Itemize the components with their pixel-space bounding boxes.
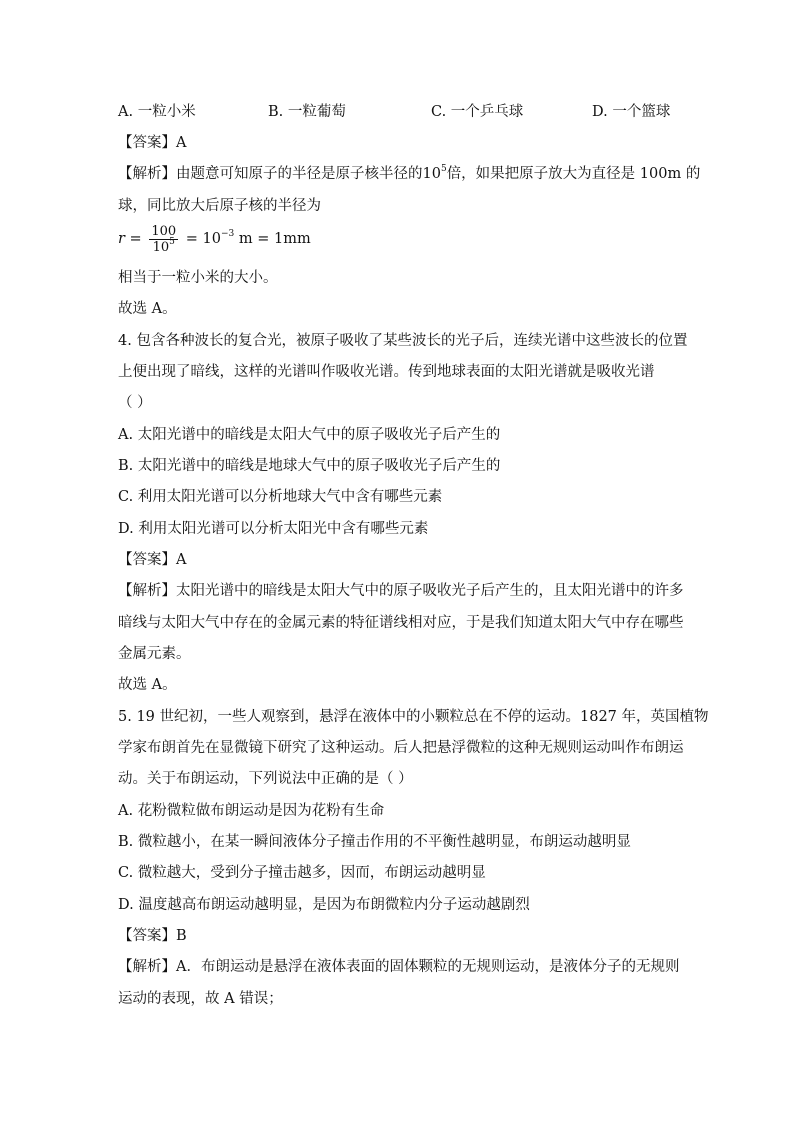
q3-answer: 【答案】A bbox=[118, 135, 187, 151]
q5-analysis-line-2: 运动的表现，故 A 错误； bbox=[118, 991, 283, 1007]
q5-option-c: C. 微粒越大，受到分子撞击越多，因而，布朗运动越明显 bbox=[118, 865, 486, 881]
q4-analysis-line-2: 暗线与太阳大气中存在的金属元素的特征谱线相对应，于是我们知道太阳大气中存在哪些 bbox=[118, 615, 684, 631]
q4-option-c: C. 利用太阳光谱可以分析地球大气中含有哪些元素 bbox=[118, 489, 443, 505]
q3-option-a: A. 一粒小米 bbox=[118, 104, 196, 120]
q3-option-c: C. 一个乒乓球 bbox=[431, 104, 524, 120]
q4-stem-line-3: （ ） bbox=[118, 395, 152, 411]
q3-analysis-line-3: 相当于一粒小米的大小。 bbox=[118, 270, 278, 286]
q5-stem-line-2: 学家布朗首先在显微镜下研究了这种运动。后人把悬浮微粒的这种无规则运动叫作布朗运 bbox=[118, 740, 684, 756]
q4-stem-line-2: 上便出现了暗线，这样的光谱叫作吸收光谱。传到地球表面的太阳光谱就是吸收光谱 bbox=[118, 364, 655, 380]
q5-analysis-line-1: 【解析】A．布朗运动是悬浮在液体表面的固体颗粒的无规则运动，是液体分子的无规则 bbox=[118, 959, 680, 975]
q3-option-b: B. 一粒葡萄 bbox=[268, 104, 346, 120]
q4-option-a: A. 太阳光谱中的暗线是太阳大气中的原子吸收光子后产生的 bbox=[118, 427, 501, 443]
q4-analysis-line-3: 金属元素。 bbox=[118, 646, 191, 662]
q4-stem-line-1: 4. 包含各种波长的复合光，被原子吸收了某些波长的光子后，连续光谱中这些波长的位置 bbox=[118, 333, 688, 349]
q4-conclusion: 故选 A。 bbox=[118, 677, 177, 693]
q4-answer: 【答案】A bbox=[118, 552, 187, 568]
q3-analysis-line-1: 【解析】由题意可知原子的半径是原子核半径的$10^5$倍，如果把原子放大为直径是 100m 的 bbox=[118, 164, 701, 182]
q3-conclusion: 故选 A。 bbox=[118, 301, 177, 317]
q4-option-b: B. 太阳光谱中的暗线是地球大气中的原子吸收光子后产生的 bbox=[118, 458, 501, 474]
q3-option-d: D. 一个篮球 bbox=[592, 104, 671, 120]
q5-stem-line-3: 动。关于布朗运动，下列说法中正确的是（ ） bbox=[118, 771, 413, 787]
q5-option-b: B. 微粒越小，在某一瞬间液体分子撞击作用的不平衡性越明显，布朗运动越明显 bbox=[118, 834, 631, 850]
q5-option-d: D. 温度越高布朗运动越明显，是因为布朗微粒内分子运动越剧烈 bbox=[118, 897, 530, 913]
q4-option-d: D. 利用太阳光谱可以分析太阳光中含有哪些元素 bbox=[118, 521, 429, 537]
q5-answer: 【答案】B bbox=[118, 928, 187, 944]
q3-analysis-line-2: 球，同比放大后原子核的半径为 bbox=[118, 198, 321, 214]
q5-option-a: A. 花粉微粒做布朗运动是因为花粉有生命 bbox=[118, 803, 385, 819]
q5-stem-line-1: 5. 19 世纪初，一些人观察到，悬浮在液体中的小颗粒总在不停的运动。1827 年，英国植物 bbox=[118, 709, 709, 725]
formula-fraction: $\frac{100}{10^5}$ bbox=[151, 223, 177, 255]
q4-analysis-line-1: 【解析】太阳光谱中的暗线是太阳大气中的原子吸收光子后产生的，且太阳光谱中的许多 bbox=[118, 583, 684, 599]
q3-formula: r = $\frac{100}{10^5}$ = $10^{-3}$ m = 1mm bbox=[118, 223, 311, 255]
